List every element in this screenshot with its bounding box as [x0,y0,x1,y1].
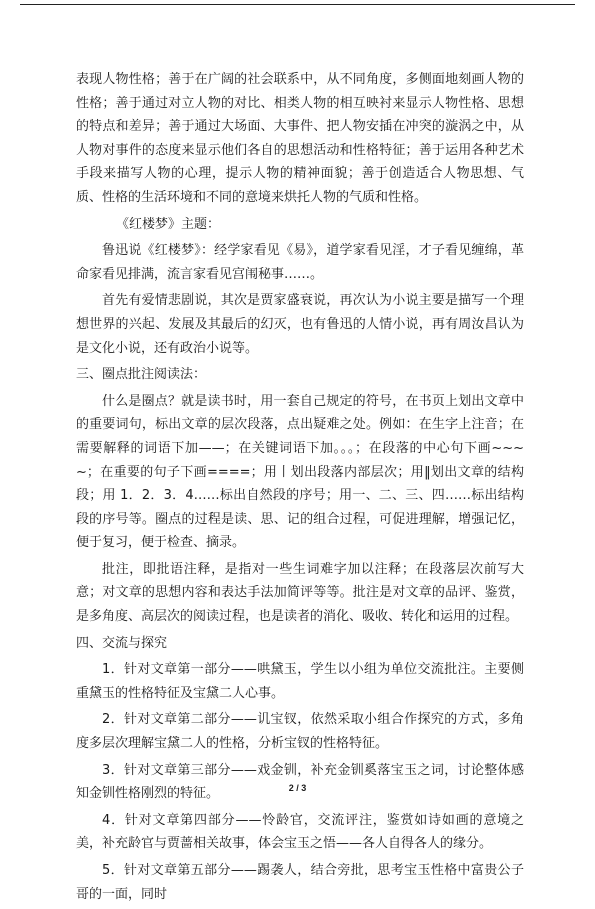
page-number: 2 / 3 [288,783,307,793]
list-item-part-4: 4．针对文章第四部分——怜龄官，交流评注，鉴赏如诗如画的意境之美，补充龄官与贾蔷相关故事，体会宝玉之悟——各人自得各人的缘分。 [76,812,524,852]
paragraph-character-techniques: 表现人物性格；善于在广阔的社会联系中，从不同角度，多侧面地刻画人物的性格；善于通过对立人物的对比、相类人物的相互映衬来显示人物性格、思想的特点和差异；善于通过大场面、大事件、把人物安插在冲突的漩涡之中，从人物对事件的态度来显示他们各自的思想活动和性格特征；善于运用各种艺术手段来描写人物的心理，提示人物的精神面貌；善于创造适合人物思想、气质、性格的生活环境和不同的意境来烘托人物的气质和性格。 [76,72,524,205]
list-item-part-1: 1．针对文章第一部分——哄黛玉，学生以小组为单位交流批注。主要侧重黛玉的性格特征及宝黛二人心事。 [76,662,524,701]
list-item-part-2: 2．针对文章第二部分——讥宝钗，依然采取小组合作探究的方式，多角度多层次理解宝黛二人的性格，分析宝钗的性格特征。 [76,712,524,752]
paragraph-theme-views: 首先有爱情悲剧说，其次是贾家盛衰说，再次认为小说主要是描写一个理想世界的兴起、发展及其最后的幻灭，也有鲁迅的人情小说，再有周汝昌认为是文化小说，还有政治小说等。 [76,293,524,356]
header-rule [20,4,575,5]
list-item-part-5: 5．针对文章第五部分——踢袭人，结合旁批，思考宝玉性格中富贵公子哥的一面，同时 [76,863,524,902]
section-heading-discussion: 四、交流与探究 [76,635,168,651]
heading-theme: 《红楼梦》主题： [116,216,221,232]
paragraph-what-is-annotation: 批注，即批语注释，是指对一些生词难字加以注释；在段落层次前写大意；对文章的思想内容和表达手法加简评等等。批注是对文章的品评、鉴赏，是多角度、高层次的阅读过程，也是读者的消化、吸收、转化和运用的过程。 [76,561,524,625]
paragraph-luxun-quote: 鲁迅说《红楼梦》：经学家看见《易》，道学家看见淫，才子看见缠绵，革命家看见排满，流言家看见宫闱秘事……。 [76,243,524,282]
paragraph-what-is-marking: 什么是圈点？就是读书时，用一套自己规定的符号，在书页上划出文章中的重要词句，标出文章的层次段落，点出疑难之处。例如：在生字上注音；在需要解释的词语下加——；在关键词语下加。。。；在段落的中心句下画~~~~；在重要的句子下画====；用丨划出段落内部层次；用‖划出文章的结构段；用 1．2．3．4……标出自然段的序号；用一、二、三、四……标出结构段的序号等。圈点的过程是读、思、记的组合过程，可促进理解，增强记忆，便于复习，便于检查、摘录。 [76,393,524,551]
section-heading-annotation-method: 三、圈点批注阅读法： [76,367,207,383]
list-item-part-3: 3．针对文章第三部分——戏金钏，补充金钏奚落宝玉之词，讨论整体感知金钏性格刚烈的特征。 [76,762,524,802]
